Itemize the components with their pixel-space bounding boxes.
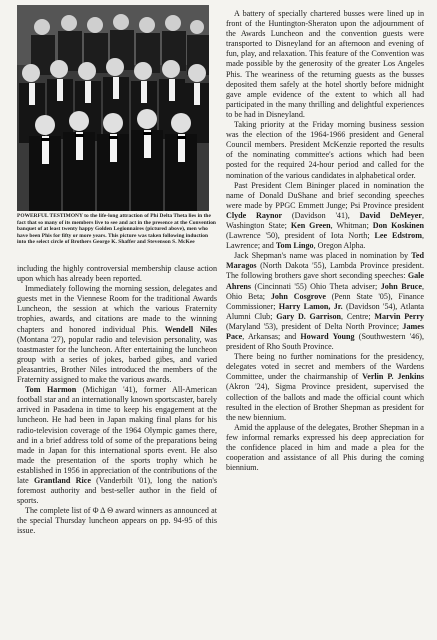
paragraph [226, 251, 424, 352]
bold-name: Marvin Perry [374, 311, 424, 321]
text-run: , Whitman; [330, 220, 373, 230]
paragraph [17, 264, 217, 284]
text-run: (Maryland '53), president of Delta North Province; [226, 321, 403, 331]
text-run: , Oregon Alpha. [313, 241, 366, 251]
text-run: (Montana '27), popular radio and television personality, was toastmaster for the luncheon. After entertaining the luncheon group with a series of jokes, barbed gibes, and varied pleasantries, Brother Niles introduced the members of the Fraternity assigned to make the various awards. [17, 334, 217, 385]
text-run: Amid the applause of the delegates, Brother Shepman in a few informal remarks expressed his deep appreciation for the confidence placed in him and made a plea for the cooperation and assistance of all Phis during the coming biennium. [226, 422, 424, 473]
bold-name: Ted Maragos [226, 251, 424, 271]
group-photo-image [17, 5, 209, 211]
text-run: The complete list of Φ Δ Θ award winners as announced at the special Thursday luncheon appears on pp. 94-95 of this issue. [17, 506, 217, 536]
text-run: (North Dakota '55), Lambda Province president. The following brothers gave short seconding speeches: [226, 261, 424, 281]
bold-name: Gale Ahrens [226, 271, 424, 291]
text-run: , Ohio Beta; [226, 281, 424, 301]
text-run: (Vanderbilt '01), long the nation's foremost authority and best-seller author in the field of sports. [17, 475, 217, 506]
photo-caption [17, 213, 217, 246]
bold-name: Grantland Rice [33, 475, 91, 485]
bold-name: Howard Young [300, 332, 355, 341]
text-run: (Southwestern '46), president of Rho South Province. [226, 332, 424, 352]
text-run: (Lawrence '50), president of Iota North; [226, 231, 375, 241]
left-text-column [17, 264, 217, 537]
bold-name: Gary D. Garrison [276, 311, 342, 321]
text-run: Taking priority at the Friday morning business session was the election of the 1964-1966 president and General Council members. President McKenzie reported the results of the nominating committee's actions which had been posted for the required 24-hour period and called for the nomination of the various candidates in alphabetical order. [226, 120, 424, 180]
text-run: (Davidson '54), Atlanta Alumni Club; [226, 301, 424, 321]
bold-name: Verlin P. Jenkins [362, 372, 424, 382]
bold-name: John Bruce [380, 281, 422, 291]
bold-name: Tom Lingo [275, 241, 314, 251]
bold-name: Harry Lamon, Jr. [278, 301, 343, 311]
caption-lead: POWERFUL TESTIMONY [17, 213, 83, 219]
text-run: , Arkansas; and [242, 332, 301, 341]
text-run: A battery of specially chartered busses were lined up in front of the Huntington-Sheraton upon the adjournment of the Awards Luncheon and the convention guests were transported to Disneyland for an afternoon and evening of fun, play, and relaxation. This feature of the Convention was made possible by the generosity of the greater Los Angeles Phis. The weariness of the returning guests as the busses deposited them safely at the hotel shortly before midnight gave ample evidence of the extent to which all had participated in the many thrilling and delightful experiences to be had in Disneyland. [226, 9, 424, 119]
text-run: Immediately following the morning session, delegates and guests met in the Viennese Room for the traditional Awards Luncheon, the session at which the various Fraternity trophies, awards, and citations are made to the winning chapters and honored individual Phis. [17, 284, 217, 334]
paragraph [226, 352, 424, 423]
text-run: (Akron '24), Sigma Province president, supervised the collection of the ballots and made the official count which resulted in the election of Brother Shepman as president for the new biennium. [226, 382, 424, 422]
bold-name: Lee Edstrom [374, 231, 422, 241]
bold-name: Clyde Raynor [226, 210, 283, 220]
text-run: (Cincinnati '55) Ohio Theta adviser; [251, 281, 381, 291]
text-run: including the highly controversial membership clause action upon which has already been reported. [17, 264, 217, 284]
paragraph [226, 9, 424, 120]
paragraph [17, 284, 217, 385]
paragraph [226, 181, 424, 252]
paragraph [17, 506, 217, 536]
bold-name: James Pace [226, 321, 424, 341]
text-run: (Davidson '41), [282, 210, 360, 220]
bold-name: Don Koskinen [372, 220, 424, 230]
bold-name: Tom Harmon [25, 385, 77, 395]
bold-name: David DeMeyer [359, 210, 422, 220]
text-run: , Lawrence; and [226, 231, 424, 251]
bold-name: Wendell Niles [164, 324, 217, 334]
right-text-column [226, 9, 424, 473]
text-run: (Penn State '05), Finance Commissioner; [226, 291, 424, 311]
text-run: , Washington State; [226, 210, 424, 230]
bold-name: John Cosgrove [270, 291, 326, 301]
paragraph [17, 385, 217, 506]
text-run: Jack Shepman's name was placed in nomination by [234, 251, 412, 261]
golden-legionnaires-photo [17, 5, 209, 211]
caption-text: to the life-long attraction of Phi Delta Theta lies in the fact that so many of its members live to see and act in the presence at the Convention banquet of at least twenty happy Golden Legionnaires (pictured above), men who have been Phis for fifty or more years. This picture was taken following induction into the select circle of Brothers George K. Shaffer and Stevenson S. McKee [17, 213, 216, 245]
text-run: , Centre; [341, 311, 375, 321]
text-run: (Michigan '41), former All-American football star and an internationally known sportscaster, barely arrived in Pasadena in time to keep his engagement at the luncheon. He had been in Japan making final plans for his radio-television coverage of the 1964 Olympic games there, and in a brief address told of some of the preparations being made in Japan for this international sports event. He also made the presentation of the sports trophy which he established in 1956 in appreciation of the contributions of the late [17, 385, 217, 485]
bold-name: Ken Green [290, 220, 331, 230]
paragraph [226, 423, 424, 473]
text-run: There being no further nominations for the presidency, delegates voted in secret and members of the Wardens Committee, under the chairmanship of [226, 352, 424, 382]
paragraph [226, 120, 424, 181]
text-run: Past President Clem Bininger placed in nomination the name of Donald DuShane and brief seconding speeches were made by PPGC Emmett Junge; Psi Province president [226, 180, 424, 210]
